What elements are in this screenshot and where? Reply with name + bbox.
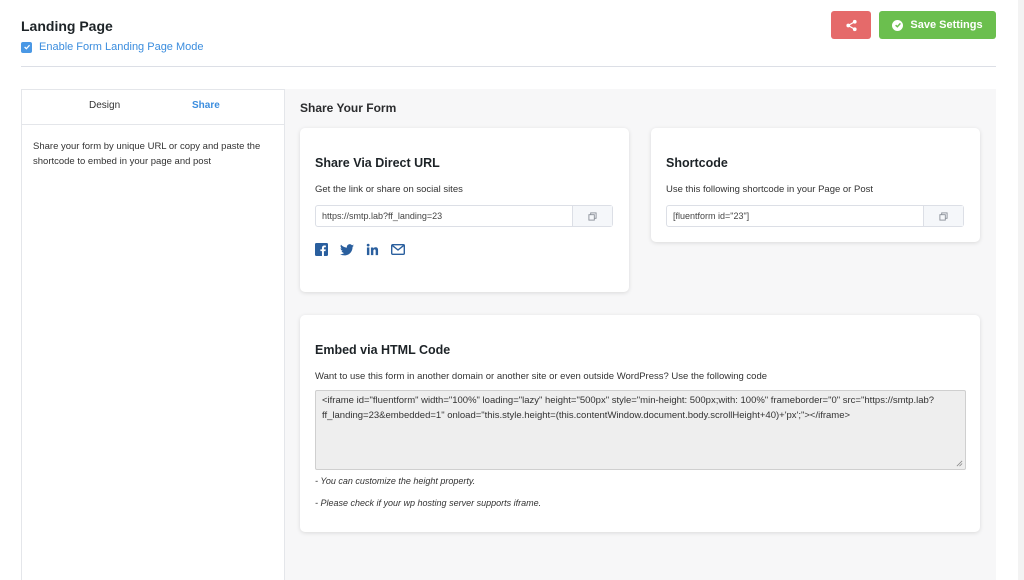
email-icon[interactable] (391, 244, 405, 255)
direct-url-field[interactable] (315, 205, 613, 227)
shortcode-title: Shortcode (666, 156, 728, 170)
save-settings-button[interactable] (879, 11, 996, 39)
shortcode-field[interactable] (666, 205, 964, 227)
embed-title: Embed via HTML Code (315, 343, 451, 357)
embed-note-iframe: - Please check if your wp hosting server supports iframe. (315, 498, 542, 508)
shortcode-value[interactable]: [fluentform id="23"] (673, 211, 750, 221)
page-scrollbar[interactable] (1018, 0, 1024, 580)
share-icon (845, 19, 858, 32)
landing-mode-checkbox[interactable] (21, 41, 204, 53)
sidebar-tabs (22, 90, 284, 125)
copy-shortcode-button[interactable] (923, 206, 963, 226)
embed-code-text[interactable]: <iframe id="fluentform" width="100%" loading="lazy" height="500px" style="min-height: 500px;with: 100%" frameborder="0" src="https://smtp.lab?ff_landing=23&embedded=1" onload="this.style.height=(this.contentWindow.document.body.scrollHeight+40)+'px';"></iframe> (322, 395, 935, 421)
page-title: Landing Page (21, 18, 113, 34)
copy-icon (939, 212, 948, 221)
direct-url-title: Share Via Direct URL (315, 156, 440, 170)
landing-mode-label[interactable]: Enable Form Landing Page Mode (39, 41, 204, 53)
direct-url-value[interactable]: https://smtp.lab?ff_landing=23 (322, 211, 443, 221)
tab-design[interactable]: Design (89, 100, 121, 111)
shortcode-subtitle: Use this following shortcode in your Page or Post (666, 184, 873, 195)
embed-html-card (300, 315, 980, 532)
check-circle-icon (892, 20, 903, 31)
embed-subtitle: Want to use this form in another domain or another site or even outside WordPress? Use the following code (315, 371, 768, 382)
share-content-area (285, 89, 996, 580)
embed-note-height: - You can customize the height property. (315, 476, 476, 486)
direct-url-subtitle: Get the link or share on social sites (315, 184, 463, 195)
save-settings-label: Save Settings (910, 19, 983, 31)
social-share-icons (315, 243, 405, 256)
header-divider (21, 66, 996, 67)
checkbox-checked-icon[interactable] (21, 42, 32, 53)
linkedin-icon[interactable] (366, 243, 379, 256)
shortcode-card (651, 128, 980, 242)
copy-url-button[interactable] (572, 206, 612, 226)
embed-code-textarea[interactable] (315, 390, 966, 470)
sidebar-description: Share your form by unique URL or copy and paste the shortcode to embed in your page and post (33, 141, 261, 167)
tab-share[interactable]: Share (192, 100, 220, 111)
facebook-icon[interactable] (315, 243, 328, 256)
section-title: Share Your Form (300, 101, 397, 115)
copy-icon (588, 212, 597, 221)
resize-handle-icon[interactable] (956, 460, 963, 467)
direct-url-card (300, 128, 629, 292)
share-button[interactable] (831, 11, 871, 39)
twitter-icon[interactable] (340, 244, 354, 256)
settings-sidebar (21, 89, 285, 580)
